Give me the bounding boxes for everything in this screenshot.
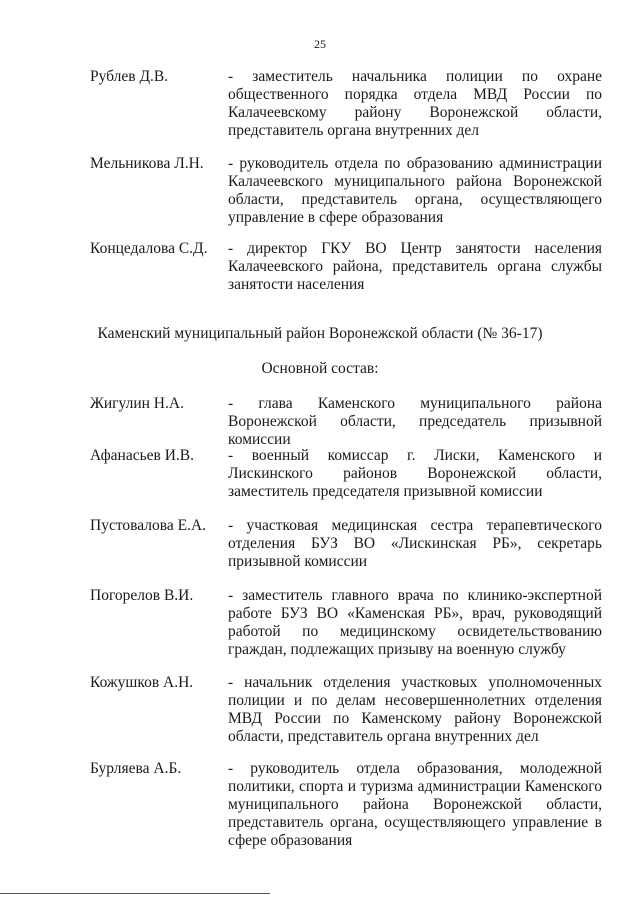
member-name: Пустовалова Е.А. bbox=[90, 517, 207, 534]
member-role: - директор ГКУ ВО Центр занятости населения Калачеевского района, представитель органа службы занятости населения bbox=[228, 240, 602, 293]
member-role: - военный комиссар г. Лиски, Каменского и Лискинского районов Воронежской области, заместитель председателя призывной комиссии bbox=[228, 447, 602, 500]
section-subheading: Основной состав: bbox=[261, 360, 379, 377]
member-name: Мельникова Л.Н. bbox=[90, 155, 204, 172]
member-role: - участковая медицинская сестра терапевтического отделения БУЗ ВО «Лискинская РБ», секретарь призывной комиссии bbox=[228, 517, 602, 570]
member-name: Погорелов В.И. bbox=[90, 587, 194, 604]
footer-divider bbox=[0, 893, 270, 895]
member-role: - руководитель отдела образования, молодежной политики, спорта и туризма администрации Каменского муниципального района Воронежской области, представитель органа, осуществляющего управление в сфере образования bbox=[228, 760, 602, 849]
member-role: - заместитель начальника полиции по охране общественного порядка отдела МВД России по Калачеевскому району Воронежской области, представитель органа внутренних дел bbox=[228, 68, 602, 139]
member-name: Кожушков А.Н. bbox=[90, 674, 194, 691]
member-name: Рублев Д.В. bbox=[90, 68, 169, 85]
member-name: Бурляева А.Б. bbox=[90, 760, 182, 777]
member-name: Концедалова С.Д. bbox=[90, 240, 208, 257]
section-heading: Каменский муниципальный район Воронежской области (№ 36-17) bbox=[97, 325, 543, 342]
member-role: - заместитель главного врача по клинико-экспертной работе БУЗ ВО «Каменская РБ», врач, руководящий работой по медицинскому освидетельствованию граждан, подлежащих призыву на военную службу bbox=[228, 587, 602, 658]
member-name: Жигулин Н.А. bbox=[90, 395, 184, 412]
member-role: - руководитель отдела по образованию администрации Калачеевского муниципального района Воронежской области, представитель органа, осуществляющего управление в сфере образования bbox=[228, 155, 602, 226]
page-number: 25 bbox=[314, 37, 326, 51]
member-role: - глава Каменского муниципального района Воронежской области, председатель призывной комиссии bbox=[228, 395, 602, 448]
member-name: Афанасьев И.В. bbox=[90, 447, 195, 464]
member-role: - начальник отделения участковых уполномоченных полиции и по делам несовершеннолетних отделения МВД России по Каменскому району Воронежской области, представитель органа внутренних дел bbox=[228, 674, 602, 745]
